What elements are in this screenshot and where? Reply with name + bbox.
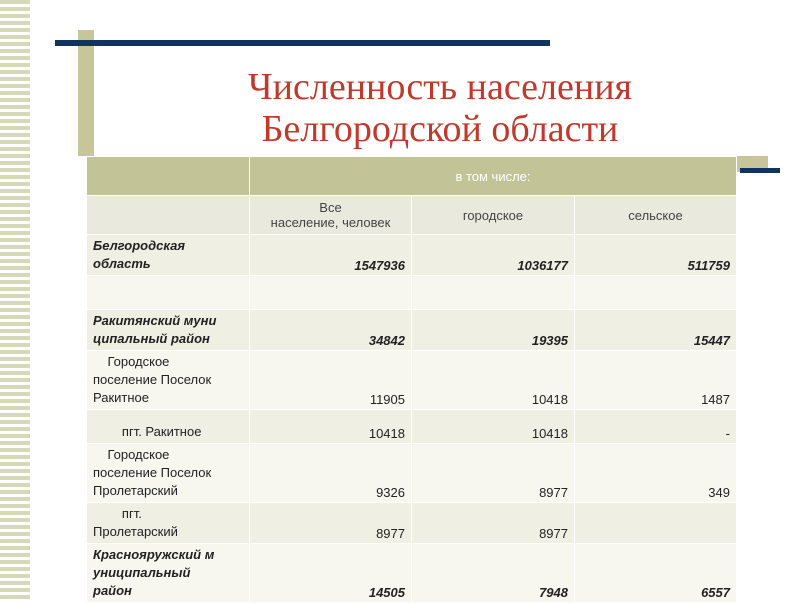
table-row [87,276,737,310]
population-table [86,156,737,603]
row-total: 34842 [250,310,412,351]
header-total: Все население, человек [250,196,412,235]
row-label: пгт. Ракитное [87,410,250,444]
row-label [87,276,250,310]
row-total: 9326 [250,444,412,503]
row-total [250,276,412,310]
table-row [87,410,737,444]
table-header-row [87,157,737,196]
row-urban: 8977 [412,503,575,544]
row-label: Городское поселение Поселок Ракитное [87,351,250,410]
decorative-bar-vertical [78,30,94,156]
decorative-line-top [55,40,550,46]
row-urban: 7948 [412,544,575,603]
table-row [87,544,737,603]
row-rural: 6557 [575,544,737,603]
row-rural: 511759 [575,235,737,276]
row-total: 14505 [250,544,412,603]
header-rural: сельское [575,196,737,235]
row-label: Белгородская область [87,235,250,276]
row-urban [412,276,575,310]
row-urban: 10418 [412,351,575,410]
subheader-empty-cell [87,196,250,235]
header-urban: городское [412,196,575,235]
row-total: 11905 [250,351,412,410]
row-urban: 1036177 [412,235,575,276]
table-row [87,503,737,544]
header-empty-cell [87,157,250,196]
row-total: 10418 [250,410,412,444]
row-rural: 349 [575,444,737,503]
decorative-line-right [740,168,780,173]
row-total: 1547936 [250,235,412,276]
row-label: Ракитянский муни ципальный район [87,310,250,351]
row-rural [575,276,737,310]
row-label: Краснояружский м униципальный район [87,544,250,603]
row-label: Городское поселение Поселок Пролетарский [87,444,250,503]
row-rural [575,503,737,544]
table-row [87,235,737,276]
decorative-stripes [0,0,30,600]
row-rural: - [575,410,737,444]
table-subheader-row [87,196,737,235]
header-span-label: в том числе: [250,157,737,196]
row-rural: 15447 [575,310,737,351]
row-urban: 10418 [412,410,575,444]
table-row [87,351,737,410]
row-rural: 1487 [575,351,737,410]
row-total: 8977 [250,503,412,544]
row-label: пгт. Пролетарский [87,503,250,544]
page-title: Численность населения Белгородской области [247,66,633,150]
row-urban: 19395 [412,310,575,351]
table-row [87,310,737,351]
row-urban: 8977 [412,444,575,503]
table-row [87,444,737,503]
